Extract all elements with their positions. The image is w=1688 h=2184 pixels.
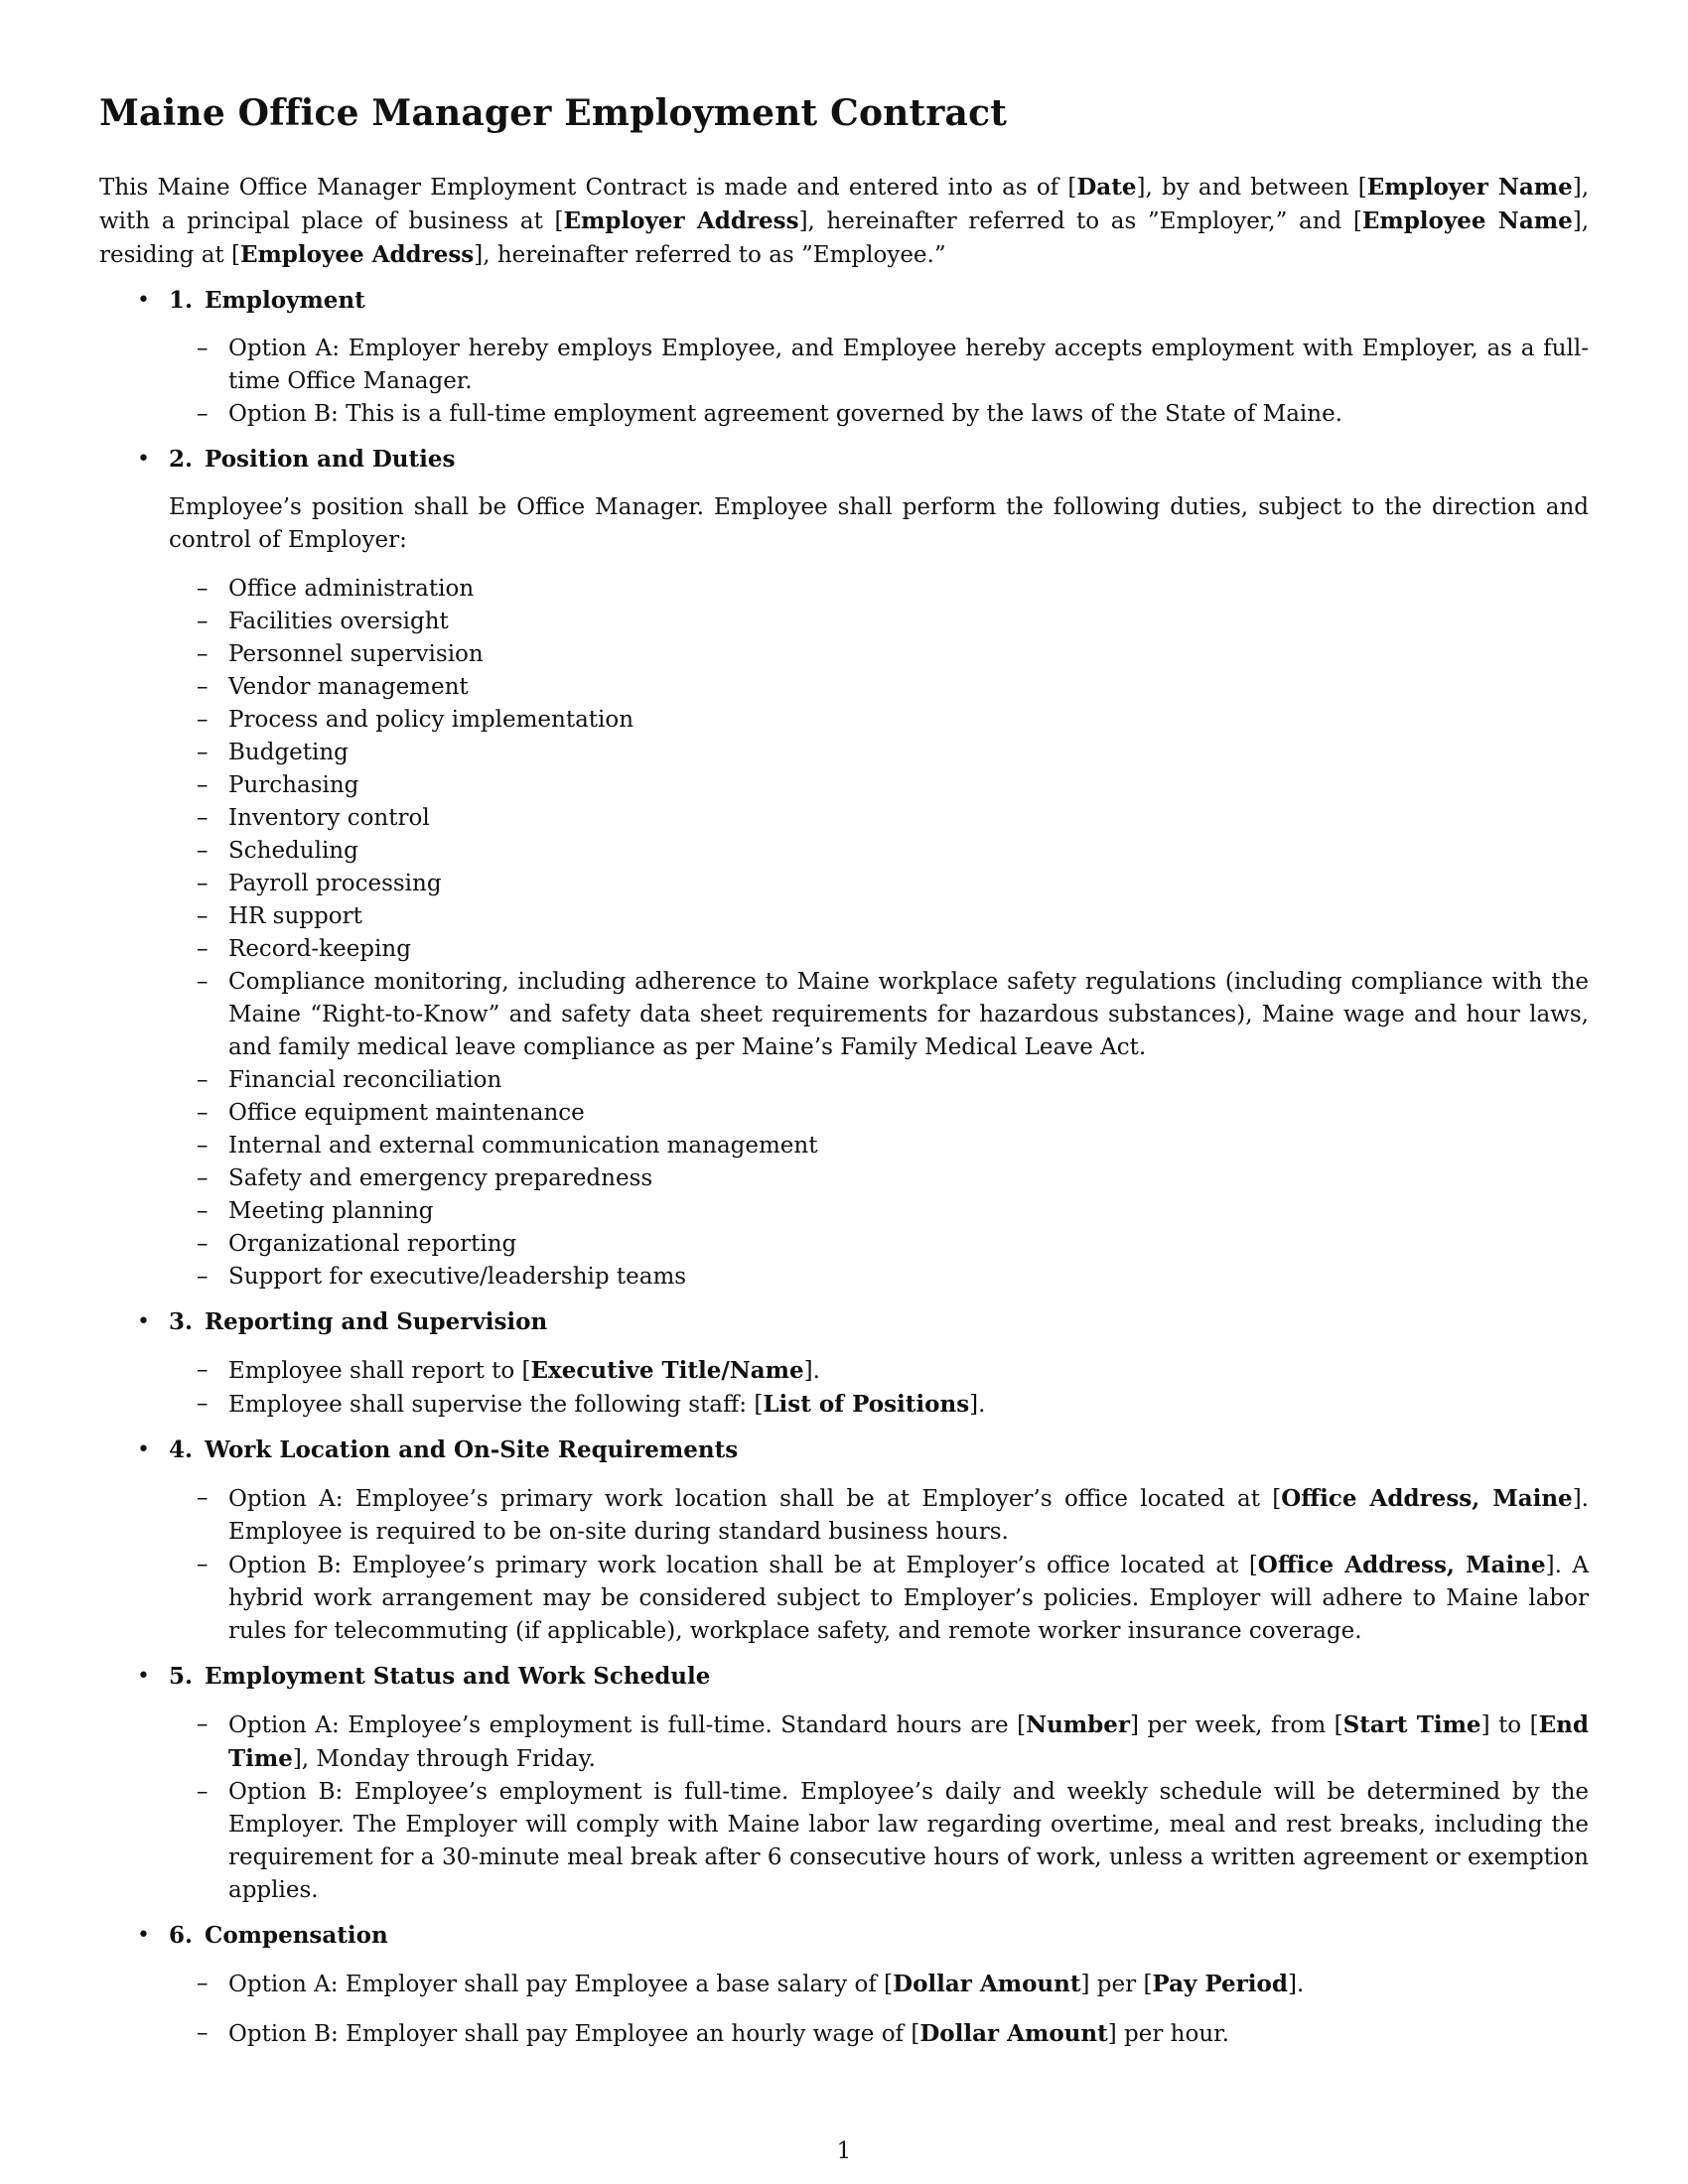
section-position-duties (99, 443, 1589, 1294)
section-work-location (99, 1433, 1589, 1648)
section-schedule (99, 1660, 1589, 1907)
duty-item: – Process and policy implementation (169, 704, 1589, 737)
dash-icon: – (197, 1165, 209, 1191)
duty-item: – Compliance monitoring, including adherence to Maine workplace safety regulations (including compliance with the Maine “Right-to-Know” and safety data sheet requirements for hazardous substances), Maine wage and hour laws, and family medical leave compliance as per Maine’s Family Medical Leave Act. (169, 966, 1589, 1064)
option-item: – Option B: Employer shall pay Employee an hourly wage of [Dollar Amount] per hour. (169, 2017, 1589, 2051)
section-title: 4. Work Location and On-Site Requirements (169, 1436, 739, 1463)
duty-item: – Scheduling (169, 835, 1589, 868)
option-item: – Option B: Employee’s employment is full-time. Employee’s daily and weekly schedule will be determined by the Employer. The Employer will comply with Maine labor law regarding overtime, meal and rest breaks, including the requirement for a 30-minute meal break after 6 consecutive hours of work, unless a written agreement or exemption applies. (169, 1776, 1589, 1907)
bullet-icon: • (137, 1923, 150, 1948)
dash-icon: – (197, 1133, 209, 1159)
duty-item: – Personnel supervision (169, 638, 1589, 671)
dash-icon: – (197, 871, 209, 896)
start-time-field: Start Time (1342, 1711, 1481, 1738)
duty-item: – Vendor management (169, 671, 1589, 704)
salary-amount-field: Dollar Amount (893, 1971, 1081, 1997)
option-item: – Option A: Employer hereby employs Employee, and Employee hereby accepts employment with Employer, as a full-time Office Manager. (169, 333, 1589, 398)
duty-item: – Organizational reporting (169, 1228, 1589, 1261)
option-item: – Option A: Employee’s employment is full-time. Standard hours are [Number] per week, from [Start Time] to [End Time], Monday through Friday. (169, 1708, 1589, 1776)
dash-icon: – (197, 936, 209, 962)
section-title: 6. Compensation (169, 1922, 388, 1949)
bullet-icon: • (137, 288, 150, 313)
section-reporting (99, 1305, 1589, 1422)
dash-icon: – (197, 1711, 209, 1737)
option-item: – Employee shall supervise the following staff: [List of Positions]. (169, 1388, 1589, 1422)
office-address-field: Office Address, Maine (1281, 1485, 1573, 1512)
date-field: Date (1076, 174, 1137, 201)
duty-item: – Budgeting (169, 737, 1589, 769)
dash-icon: – (197, 740, 209, 765)
sections-list (99, 284, 1589, 2051)
bullet-icon: • (137, 1664, 150, 1689)
duties-list (169, 573, 1589, 1294)
section-title: 3. Reporting and Supervision (169, 1308, 548, 1335)
bullet-icon: • (137, 447, 150, 472)
dash-icon: – (197, 576, 209, 602)
section-title: 2. Position and Duties (169, 446, 456, 473)
dash-icon: – (197, 1391, 209, 1417)
employer-name-field: Employer Name (1366, 174, 1573, 201)
duty-item: – Payroll processing (169, 868, 1589, 900)
option-item: – Option B: Employee’s primary work location shall be at Employer’s office located at [Office Address, Maine]. A hybrid work arrangement may be considered subject to Employer’s policies. Employer will adhere to Maine labor rules for telecommuting (if applicable), workplace safety, and remote worker insurance coverage. (169, 1549, 1589, 1648)
option-item: – Option B: This is a full-time employment agreement governed by the laws of the State of Maine. (169, 398, 1589, 431)
office-address-field: Office Address, Maine (1257, 1552, 1546, 1578)
document-page (99, 91, 1589, 2051)
dash-icon: – (197, 1485, 209, 1511)
dash-icon: – (197, 903, 209, 929)
duty-item: – Inventory control (169, 802, 1589, 835)
option-item: – Option A: Employee’s primary work location shall be at Employer’s office located at [Office Address, Maine]. Employee is required to be on-site during standard business hours. (169, 1482, 1589, 1549)
option-item: – Employee shall report to [Executive Title/Name]. (169, 1354, 1589, 1388)
dash-icon: – (197, 641, 209, 667)
dash-icon: – (197, 805, 209, 831)
dash-icon: – (197, 772, 209, 798)
dash-icon: – (197, 1971, 209, 1996)
intro-paragraph: This Maine Office Manager Employment Contract is made and entered into as of [Date], by and between [Employer Name], with a principal place of business at [Employer Address], hereinafter referred to as ”Employer,” and [Employee Name], residing at [Employee Address], hereinafter referred to as ”Employee.” (99, 174, 1590, 268)
positions-field: List of Positions (763, 1391, 970, 1418)
duty-item: – Purchasing (169, 769, 1589, 802)
duty-item: – Financial reconciliation (169, 1064, 1589, 1097)
section-compensation (99, 1919, 1589, 2051)
duty-item: – Internal and external communication management (169, 1130, 1589, 1162)
option-item: – Option A: Employer shall pay Employee a base salary of [Dollar Amount] per [Pay Period]. (169, 1968, 1589, 2001)
duty-item: – HR support (169, 900, 1589, 933)
duty-item: – Safety and emergency preparedness (169, 1162, 1589, 1195)
page-number: 1 (836, 2138, 852, 2164)
duty-item: – Facilities oversight (169, 606, 1589, 638)
bullet-icon: • (137, 1309, 150, 1334)
dash-icon: – (197, 1779, 209, 1805)
dash-icon: – (197, 1067, 209, 1093)
employee-name-field: Employee Name (1361, 207, 1573, 234)
duty-item: – Office administration (169, 573, 1589, 606)
bullet-icon: • (137, 1437, 150, 1462)
section-employment (99, 284, 1589, 431)
dash-icon: – (197, 707, 209, 733)
dash-icon: – (197, 336, 209, 361)
employer-address-field: Employer Address (563, 207, 799, 234)
dash-icon: – (197, 838, 209, 864)
employee-address-field: Employee Address (239, 241, 475, 268)
executive-field: Executive Title/Name (530, 1357, 804, 1384)
section-paragraph: Employee’s position shall be Office Manager. Employee shall perform the following duties, subject to the direction and control of Employer: (169, 494, 1589, 553)
dash-icon: – (197, 674, 209, 700)
duty-item: – Record-keeping (169, 933, 1589, 966)
dash-icon: – (197, 1552, 209, 1577)
dash-icon: – (197, 401, 209, 427)
pay-period-field: Pay Period (1152, 1971, 1288, 1997)
dash-icon: – (197, 1100, 209, 1126)
dash-icon: – (197, 609, 209, 634)
dash-icon: – (197, 1231, 209, 1257)
hours-number-field: Number (1026, 1711, 1130, 1738)
dash-icon: – (197, 2020, 209, 2046)
duty-item: – Meeting planning (169, 1195, 1589, 1228)
dash-icon: – (197, 969, 209, 995)
duty-item: – Office equipment maintenance (169, 1097, 1589, 1130)
hourly-amount-field: Dollar Amount (919, 2020, 1108, 2047)
section-title: 5. Employment Status and Work Schedule (169, 1663, 711, 1690)
dash-icon: – (197, 1198, 209, 1224)
dash-icon: – (197, 1264, 209, 1290)
section-title: 1. Employment (169, 287, 365, 314)
document-title: Maine Office Manager Employment Contract (99, 92, 1008, 134)
end-time-field: End Time (228, 1711, 1589, 1772)
dash-icon: – (197, 1357, 209, 1383)
duty-item: – Support for executive/leadership teams (169, 1261, 1589, 1294)
